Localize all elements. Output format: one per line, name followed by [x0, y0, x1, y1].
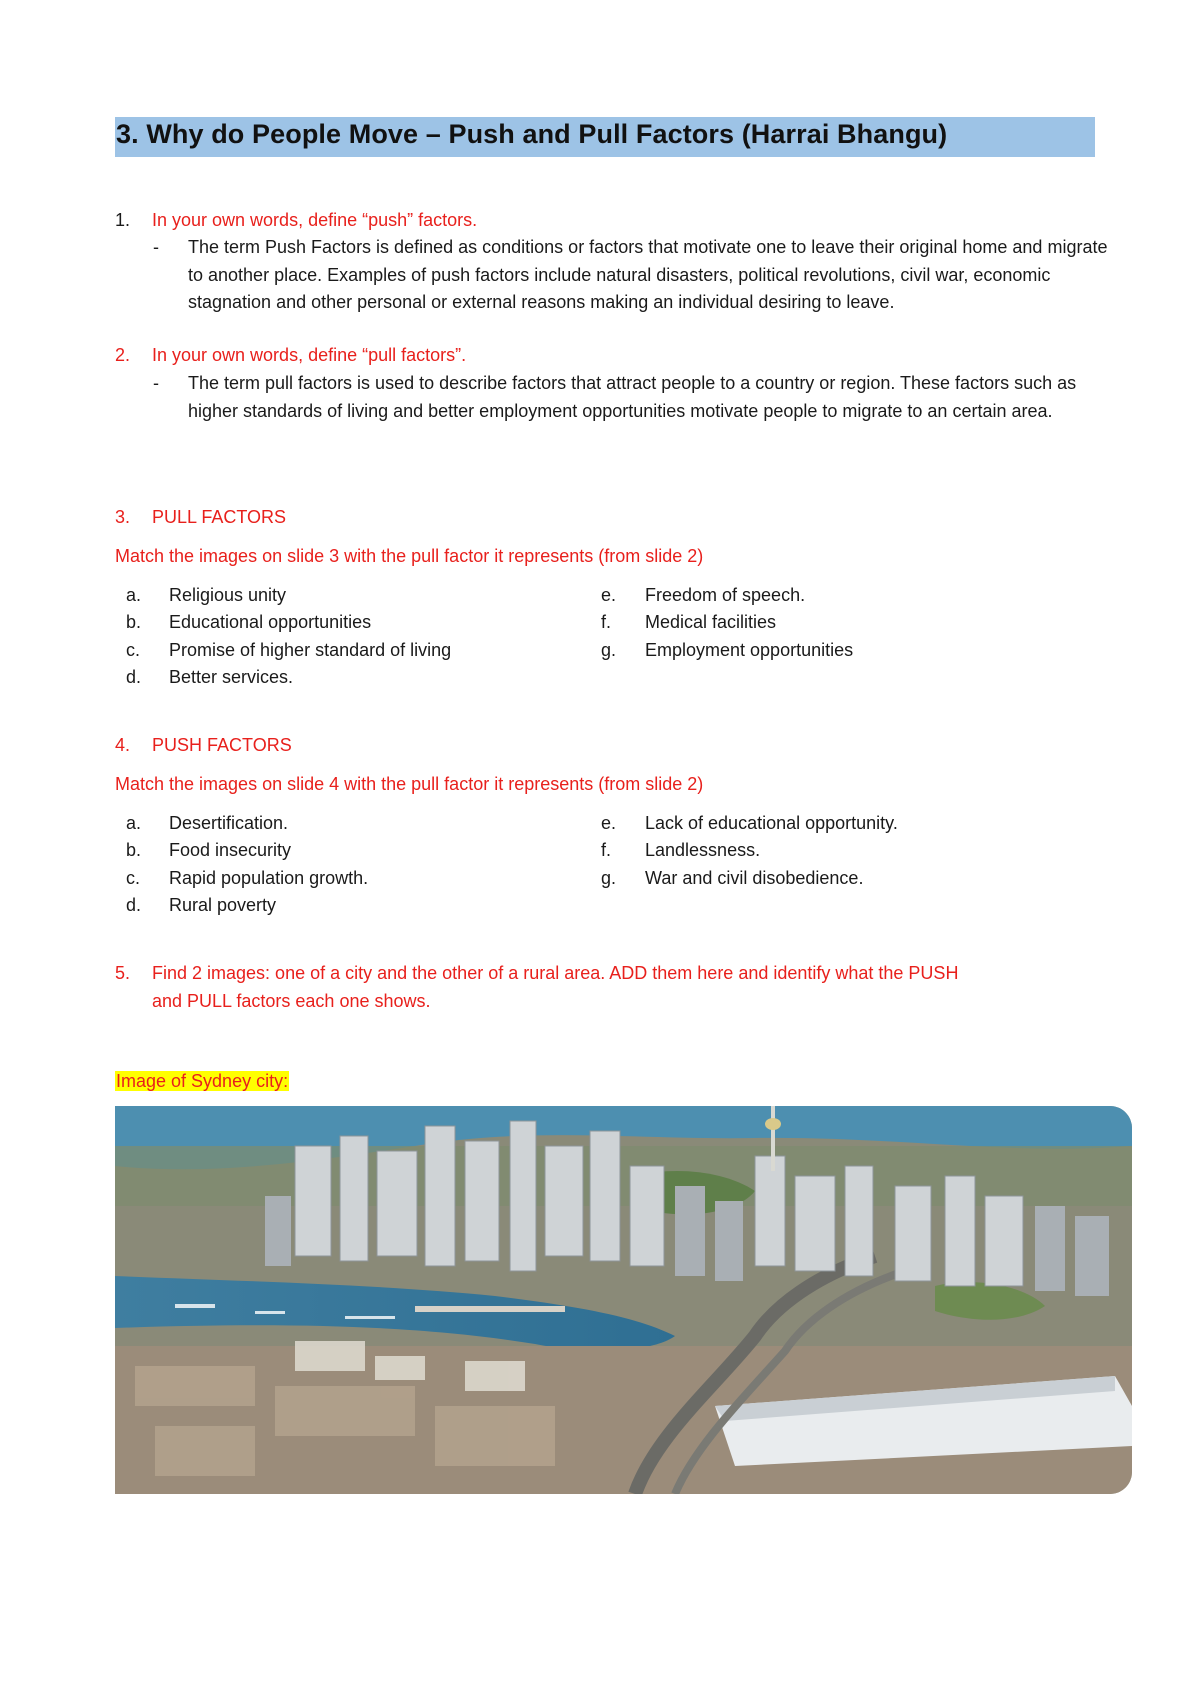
list-item-letter: g. [601, 640, 617, 660]
list-item-letter: c. [126, 640, 141, 660]
list-item-letter: g. [601, 868, 617, 888]
list-item-letter: e. [601, 585, 617, 605]
list-item-letter: a. [126, 585, 142, 605]
sydney-city-photo [115, 1106, 1132, 1494]
q4-heading: PUSH FACTORS [152, 735, 292, 755]
q5-line1: Find 2 images: one of a city and the other of a rural area. ADD them here and identify what the PUSH [152, 963, 959, 983]
q1-question: In your own words, define “push” factors. [152, 210, 478, 230]
list-item: Religious unity [169, 585, 287, 605]
list-item: Educational opportunities [169, 612, 372, 632]
q5-number: 5. [115, 963, 131, 983]
list-item: Lack of educational opportunity. [645, 813, 898, 833]
q1-answer: The term Push Factors is defined as conditions or factors that motivate one to leave their original home and migrate to another place. Examples of push factors include natural disasters, political revolutions, civil war, economic stagnation and other personal or external reasons making an individual desiring to leave. [188, 237, 1108, 312]
list-item-letter: d. [126, 667, 142, 687]
q1-dash: - [153, 237, 159, 257]
image-caption-text: Image of Sydney city: [116, 1071, 289, 1091]
list-item-letter: d. [126, 895, 142, 915]
list-item-letter: b. [126, 612, 142, 632]
list-item: Employment opportunities [645, 640, 854, 660]
list-item: Freedom of speech. [645, 585, 806, 605]
list-item: Better services. [169, 667, 294, 687]
q3-instruction: Match the images on slide 3 with the pull factor it represents (from slide 2) [115, 546, 704, 566]
list-item-letter: f. [601, 612, 612, 632]
list-item-letter: e. [601, 813, 617, 833]
q2-dash: - [153, 373, 159, 393]
q2-question: In your own words, define “pull factors”. [152, 345, 467, 365]
list-item: Medical facilities [645, 612, 777, 632]
list-item: Rural poverty [169, 895, 277, 915]
list-item: Rapid population growth. [169, 868, 369, 888]
list-item: Promise of higher standard of living [169, 640, 452, 660]
list-item-letter: a. [126, 813, 142, 833]
list-item-letter: b. [126, 840, 142, 860]
list-item: Food insecurity [169, 840, 292, 860]
q4-instruction: Match the images on slide 4 with the pull factor it represents (from slide 2) [115, 774, 704, 794]
page-title: 3. Why do People Move – Push and Pull Factors (Harrai Bhangu) [116, 119, 948, 149]
q3-heading: PULL FACTORS [152, 507, 287, 527]
list-item-letter: c. [126, 868, 141, 888]
image-caption [115, 1068, 289, 1095]
q2-answer: The term pull factors is used to describe factors that attract people to a country or region. These factors such as higher standards of living and better employment opportunities motivate people to migrate to an certain area. [188, 373, 1077, 421]
q2-number: 2. [115, 345, 131, 365]
list-item: Landlessness. [645, 840, 761, 860]
q1-number: 1. [115, 210, 131, 230]
q3-number: 3. [115, 507, 131, 527]
q4-number: 4. [115, 735, 131, 755]
q5-line2: and PULL factors each one shows. [152, 991, 431, 1011]
list-item: Desertification. [169, 813, 289, 833]
list-item-letter: f. [601, 840, 612, 860]
list-item: War and civil disobedience. [645, 868, 864, 888]
